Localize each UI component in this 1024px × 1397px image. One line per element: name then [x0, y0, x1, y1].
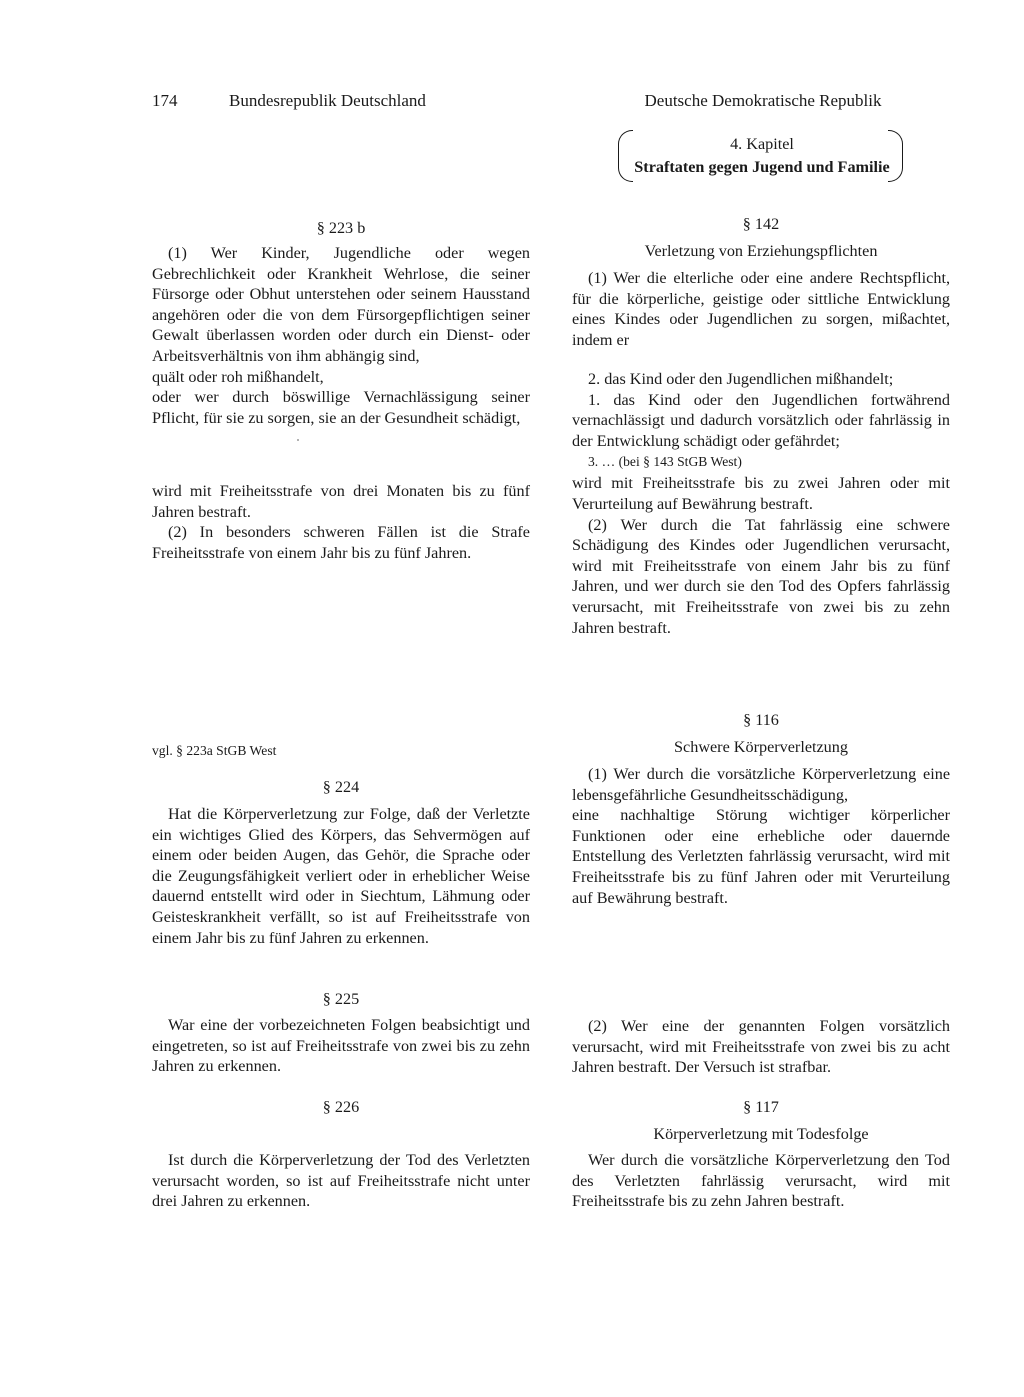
section-142-para-1: (1) Wer die elterliche oder eine andere Rechtspflicht, für die körperliche, geistige oder sittliche Entwicklung eines Kindes oder Jugendlichen zu sorgen, mißachtet, indem er [572, 269, 950, 349]
section-116-title: Schwere Körperverletzung [674, 738, 848, 756]
section-117-text: Wer durch die vorsätzliche Körperverletzung den Tod des Verletzten fahrlässig verursacht, wird mit Freiheitsstrafe bis zu zehn Jahren bestraft. [572, 1151, 950, 1211]
chapter-number: 4. Kapitel [730, 135, 794, 153]
reference-note: vgl. § 223a StGB West [152, 743, 277, 758]
section-223b-para-3: oder wer durch böswillige Vernachlässigung seiner Pflicht, für sie zu sorgen, sie an der Gesundheit schädigt, [152, 388, 530, 427]
chapter-title: Straftaten gegen Jugend und Familie [634, 158, 890, 176]
section-223b-para-5: (2) In besonders schweren Fällen ist die Strafe Freiheitsstrafe von einem Jahr bis zu fünf Jahren. [152, 523, 530, 562]
section-142-para-2: (2) Wer durch die Tat fahrlässig eine schwere Schädigung des Kindes oder Jugendlichen verursacht, wird mit Freiheitsstrafe von einem Jahr bis zu fünf Jahren, und wer durch sie den Tod des Opfers fahrlässig verursacht, mit Freiheitsstrafe von zwei bis zu zehn Jahren bestraft. [572, 515, 950, 637]
section-142-item-2: 2. das Kind oder den Jugendlichen mißhandelt; [588, 370, 894, 388]
left-running-title: Bundesrepublik Deutschland [229, 91, 426, 110]
section-142-title: Verletzung von Erziehungspflichten [644, 242, 878, 260]
section-223b-body [152, 243, 530, 428]
section-142-item-1: 1. das Kind oder den Jugendlichen fortwährend vernachlässigt und dadurch vorsätzlich oder fahrlässig in der Entwicklung schädigt oder gefährdet; [572, 390, 950, 450]
section-116-body [572, 764, 950, 908]
section-223b-para-2: quält oder roh mißhandelt, [152, 367, 324, 386]
section-226-heading: § 226 [322, 1098, 360, 1116]
section-224-heading: § 224 [322, 778, 360, 796]
section-226-body [152, 1150, 530, 1212]
section-223b-penalty [152, 481, 530, 563]
section-223b-para-1: (1) Wer Kinder, Jugendliche oder wegen Gebrechlichkeit oder Krankheit Wehrlose, die seiner Fürsorge oder Obhut unterstehen oder seinem Hausstand angehören oder die von dem Fürsorgepflichtigen seiner Gewalt überlassen worden oder durch ein Dienst- oder Arbeitsverhältnis von ihm abhängig sind, [152, 244, 530, 365]
page-number: 174 [152, 91, 178, 110]
section-226-text: Ist durch die Körperverletzung der Tod des Verletzten verursacht worden, so ist auf Freiheitsstrafe nicht unter drei Jahren zu erkennen. [152, 1151, 530, 1211]
section-224-body [152, 804, 530, 948]
section-142-heading: § 142 [742, 215, 780, 233]
section-117-body [572, 1150, 950, 1212]
section-116-para-1: (1) Wer durch die vorsätzliche Körperverletzung eine lebensgefährliche Gesundheitsschädigung, [572, 765, 950, 804]
section-223b-heading: § 223 b [316, 219, 366, 237]
section-142-para-penalty: wird mit Freiheitsstrafe bis zu zwei Jahren oder mit Verurteilung auf Bewährung bestraft. [572, 474, 950, 513]
section-116-para-2-block [572, 1016, 950, 1078]
section-224-text: Hat die Körperverletzung zur Folge, daß der Verletzte ein wichtiges Glied des Körpers, das Sehvermögen auf einem oder beiden Augen, das Gehör, die Sprache oder die Zeugungsfähigkeit verliert oder in erheblicher Weise dauernd entstellt wird oder in Siechtum, Lähmung oder Geisteskrankheit verfällt, so ist auf Freiheitsstrafe von einem Jahr bis zu fünf Jahren zu erkennen. [152, 805, 530, 947]
section-225-body [152, 1015, 530, 1077]
right-running-title: Deutsche Demokratische Republik [644, 91, 882, 110]
section-117-heading: § 117 [743, 1098, 779, 1116]
section-116-heading: § 116 [743, 711, 779, 729]
section-142-items [572, 369, 950, 638]
section-225-heading: § 225 [322, 990, 360, 1008]
section-142-para-1-block [572, 268, 950, 350]
section-116-para-1b: eine nachhaltige Störung wichtiger körperlicher Funktionen oder eine erhebliche oder dauernde Entstellung des Verletzten fahrlässig verursacht, wird mit Freiheitsstrafe bis zu fünf Jahren oder mit Verurteilung auf Bewährung bestraft. [572, 806, 950, 907]
section-225-text: War eine der vorbezeichneten Folgen beabsichtigt und eingetreten, so ist auf Freiheitsstrafe von zwei bis zu zehn Jahren zu erkennen. [152, 1016, 530, 1076]
section-142-item-3: 3. … (bei § 143 StGB West) [588, 454, 742, 470]
section-117-title: Körperverletzung mit Todesfolge [653, 1125, 869, 1143]
section-116-para-2: (2) Wer eine der genannten Folgen vorsätzlich verursacht, wird mit Freiheitsstrafe von zwei bis zu acht Jahren bestraft. Der Versuch ist strafbar. [572, 1017, 950, 1077]
section-223b-para-4: wird mit Freiheitsstrafe von drei Monaten bis zu fünf Jahren bestraft. [152, 482, 530, 521]
print-speck [297, 439, 299, 441]
